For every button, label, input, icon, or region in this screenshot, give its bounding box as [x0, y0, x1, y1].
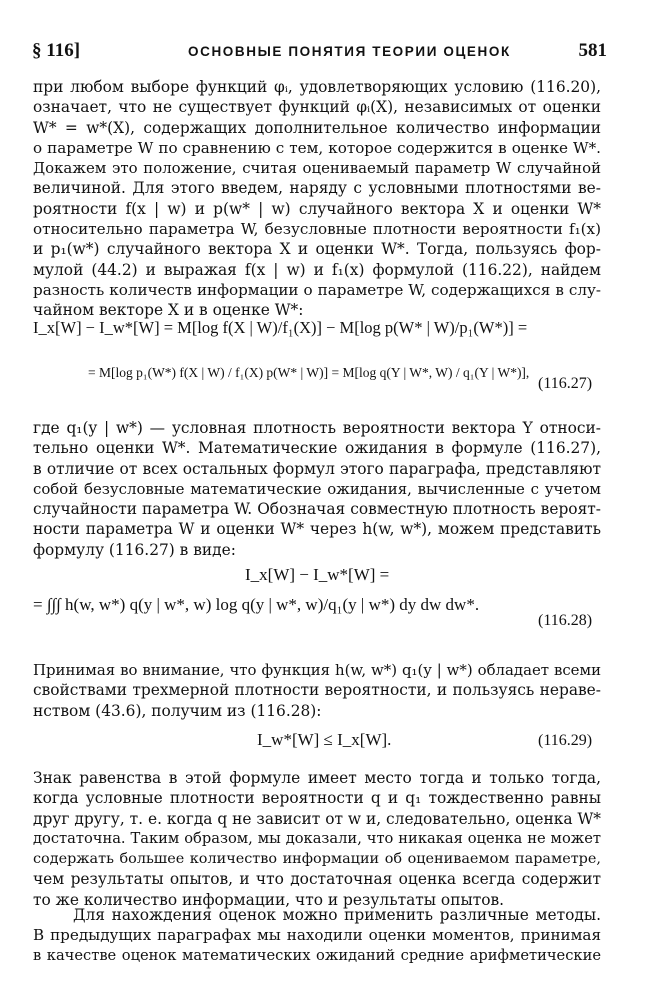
equation-number: (116.27) — [538, 375, 593, 392]
text-line: тельно оценки W*. Математические ожидания в формуле (116.27), — [33, 439, 601, 458]
paragraph-1 — [33, 77, 601, 321]
paragraph-4 — [33, 768, 601, 910]
text-line: Знак равенства в этой формуле имеет место тогда и только тогда, — [33, 769, 601, 787]
section-marker: § 116] — [32, 40, 81, 61]
text-line: Принимая во внимание, что функция h(w, w*) q₁(y | w*) обладает всеми — [33, 661, 601, 679]
equation-116-28-line2: = ∫∫∫ h(w, w*) q(y | w*, w) log q(y | w*, w)/q₁(y | w*) dy dw dw*. — [33, 595, 480, 614]
text-line: собой безусловные математические ожидания, вычисленные с учетом — [33, 479, 601, 498]
equation-116-27-line1: I_x[W] − I_w*[W] = M[log f(X | W)/f₁(X)] − M[log p(W* | W)/p₁(W*)] = — [33, 318, 528, 337]
text-line: достаточна. Таким образом, мы доказали, что никакая оценка не может — [33, 829, 601, 847]
text-line: и p₁(w*) случайного вектора X и оценки W*. Тогда, пользуясь фор- — [33, 240, 601, 259]
text-line: В предыдущих параграфах мы находили оценки моментов, принимая — [33, 926, 601, 945]
text-line: содержать большее количество информации об оцениваемом параметре, — [33, 851, 601, 868]
page-number: 581 — [578, 40, 607, 61]
text-line: чайном векторе X и в оценке W*: — [33, 301, 304, 320]
text-line: Для нахождения оценок можно применить различные методы. — [73, 906, 601, 924]
text-line: формулу (116.27) в виде: — [33, 540, 236, 559]
text-line: о параметре W по сравнению с тем, которое содержится в оценке W*. — [33, 138, 601, 157]
text-line: чем результаты опытов, и что достаточная оценка всегда содержит — [33, 870, 601, 889]
text-line: друг другу, т. е. когда q не зависит от w и, следовательно, оценка W* — [33, 809, 601, 828]
page-header — [32, 40, 607, 64]
text-line: величиной. Для этого введем, наряду с условными плотностями ве- — [33, 179, 601, 198]
paragraph-5 — [33, 905, 601, 966]
text-line: нством (43.6), получим из (116.28): — [33, 701, 322, 720]
text-line: роятности f(x | w) и p(w* | w) случайного вектора X и оценки W* — [33, 199, 601, 218]
running-title: ОСНОВНЫЕ ПОНЯТИЯ ТЕОРИИ ОЦЕНОК — [188, 44, 511, 59]
text-line: то же количество информации, что и результаты опытов. — [33, 890, 505, 909]
text-line: разность количеств информации о параметре W, содержащихся в слу- — [33, 280, 601, 299]
text-line: мулой (44.2) и выражая f(x | w) и f₁(x) формулой (116.22), найдем — [33, 260, 601, 279]
text-line: Докажем это положение, считая оцениваемый параметр W случайной — [33, 159, 601, 178]
text-line: случайности параметра W. Обозначая совместную плотность вероят- — [33, 500, 601, 519]
text-line: относительно параметра W, безусловные плотности вероятности f₁(x) — [33, 220, 601, 239]
text-line: свойствами трехмерной плотности вероятности, и пользуясь нераве- — [33, 681, 601, 700]
equation-116-27-line2: = M[log p₁(W*) f(X | W) / f₁(X) p(W* | W)] = M[log q(Y | W*, W) / q₁(Y | W*)], — [88, 365, 530, 380]
equation-116-28-line1: I_x[W] − I_w*[W] = — [245, 565, 390, 584]
equation-116-29: I_w*[W] ≤ I_x[W]. — [257, 730, 392, 749]
text-line: ности параметра W и оценки W* через h(w, w*), можем представить — [33, 520, 601, 539]
paragraph-2 — [33, 418, 601, 560]
text-line: при любом выборе функций φᵢ, удовлетворяющих условию (116.20), — [33, 78, 601, 96]
text-line: означает, что не существует функций φᵢ(X), независимых от оценки — [33, 98, 601, 117]
text-line: когда условные плотности вероятности q и q₁ тождественно равны — [33, 789, 601, 808]
equation-number: (116.29) — [538, 732, 593, 749]
text-line: в качестве оценок математических ожиданий средние арифметические — [33, 946, 601, 964]
text-line: W* = w*(X), содержащих дополнительное количество информации — [33, 118, 601, 137]
paragraph-3 — [33, 660, 601, 721]
equation-number: (116.28) — [538, 612, 593, 629]
text-line: где q₁(y | w*) — условная плотность вероятности вектора Y относи- — [33, 419, 601, 437]
text-line: в отличие от всех остальных формул этого параграфа, представляют — [33, 459, 601, 478]
